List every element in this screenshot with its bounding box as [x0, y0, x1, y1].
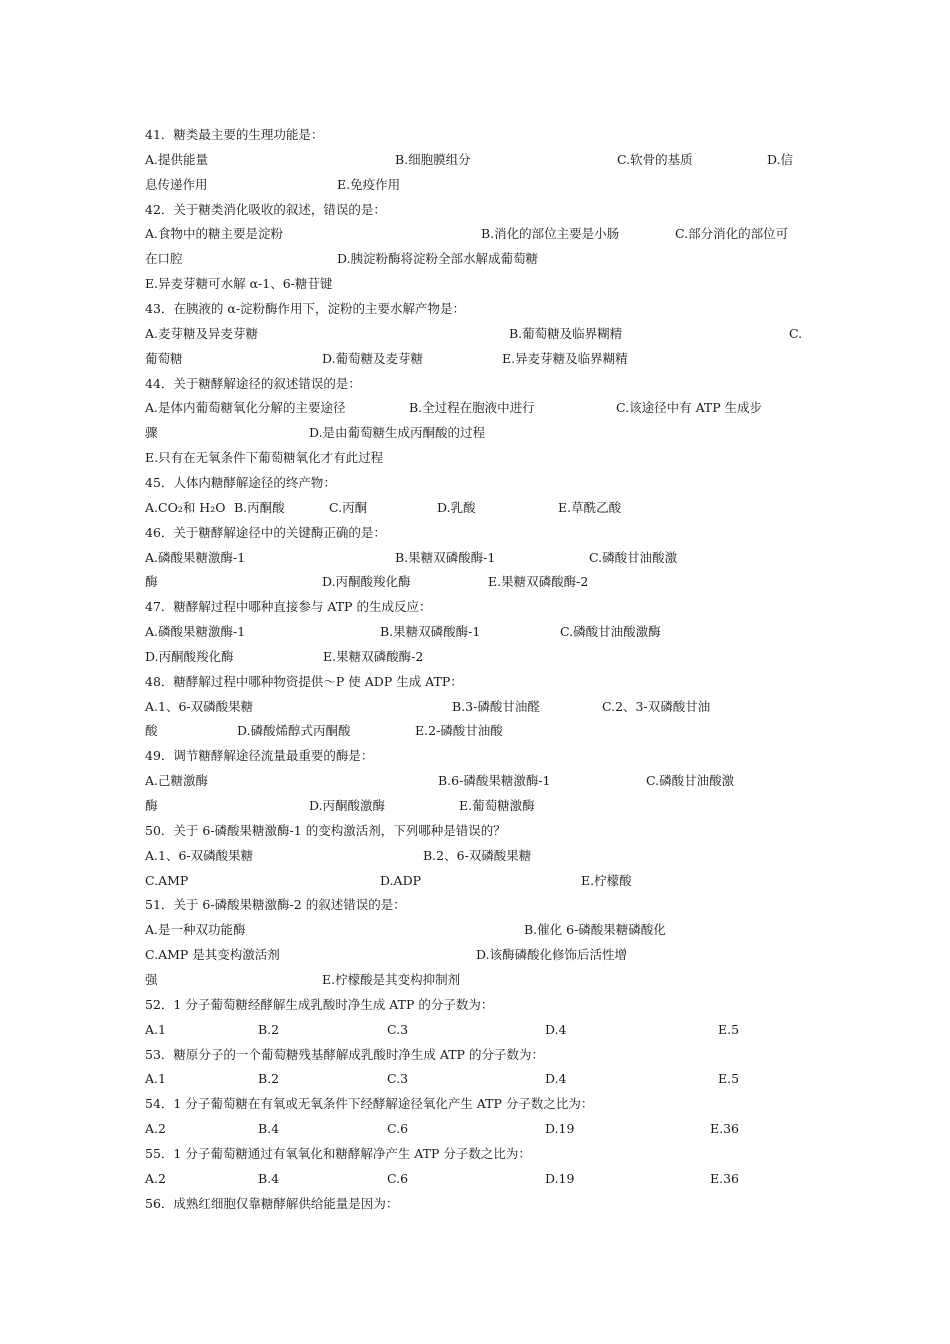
text-line — [0, 843, 950, 868]
text-line — [0, 122, 950, 147]
line-start-text: 43．在胰液的 α-淀粉酶作用下，淀粉的主要水解产物是： — [145, 301, 466, 316]
line-start-text: 56．成熟红细胞仅靠糖酵解供给能量是因为： — [145, 1195, 399, 1211]
option-text: B.4 — [258, 1170, 280, 1186]
text-line — [0, 793, 950, 818]
line-start-text: C.AMP 是其变构激活剂 — [145, 947, 280, 963]
line-start-text: 42．关于糖类消化吸收的叙述，错误的是： — [145, 201, 386, 217]
text-line — [0, 694, 950, 719]
text-line — [0, 942, 950, 967]
option-text: C.软骨的基质 — [617, 151, 693, 167]
line-start-text: A.麦芽糖及异麦芽糖 — [145, 325, 259, 341]
line-start-text: A.提供能量 — [145, 151, 209, 167]
line-start-text: D.丙酮酸羧化酶 — [145, 648, 234, 664]
option-text: E.5 — [718, 1021, 740, 1037]
line-start-text: A.是一种双功能酶 — [145, 922, 246, 938]
option-text: D.丙酮酸羧化酶 — [322, 574, 411, 590]
line-start-text: 强 — [145, 971, 158, 987]
option-text: D.丙酮酸激酶 — [309, 798, 386, 813]
option-text: D.胰淀粉酶将淀粉全部水解成葡萄糖 — [337, 251, 539, 267]
text-line — [0, 594, 950, 619]
option-text: E.5 — [718, 1071, 740, 1087]
option-text: D.葡萄糖及麦芽糖 — [322, 350, 424, 366]
option-text: B.丙酮酸 — [234, 499, 285, 515]
option-text: B.催化 6-磷酸果糖磷酸化 — [524, 922, 666, 938]
option-text: C. — [789, 325, 803, 341]
option-text: B.2 — [258, 1021, 280, 1037]
option-text: B.2、6-双磷酸果糖 — [423, 847, 532, 863]
text-line — [0, 197, 950, 222]
text-line — [0, 768, 950, 793]
option-text: E.草酰乙酸 — [558, 499, 622, 515]
option-text: B.4 — [258, 1121, 280, 1136]
option-text: D.信 — [767, 151, 794, 167]
line-start-text: A.己糖激酶 — [145, 773, 209, 789]
line-start-text: 44．关于糖酵解途径的叙述错误的是： — [145, 375, 361, 391]
option-text: C.部分消化的部位可 — [675, 226, 789, 242]
text-line — [0, 172, 950, 197]
text-line — [0, 967, 950, 992]
option-text: C.磷酸甘油酸激 — [589, 549, 678, 565]
text-line — [0, 868, 950, 893]
line-start-text: 53．糖原分子的一个葡萄糖残基酵解成乳酸时净生成 ATP 的分子数为： — [145, 1046, 544, 1062]
text-line — [0, 1141, 950, 1166]
option-text: D.19 — [545, 1121, 575, 1136]
option-text: E.异麦芽糖及临界糊精 — [502, 350, 628, 366]
text-line — [0, 1116, 950, 1141]
option-text: E.柠檬酸 — [581, 872, 632, 888]
text-line — [0, 818, 950, 843]
line-start-text: 52．1 分子葡萄糖经酵解生成乳酸时净生成 ATP 的分子数为： — [145, 996, 494, 1012]
text-line — [0, 892, 950, 917]
option-text: B.葡萄糖及临界糊精 — [509, 325, 623, 341]
line-start-text: 41．糖类最主要的生理功能是： — [145, 127, 324, 142]
line-start-text: A.CO₂和 H₂O — [145, 499, 226, 515]
option-text: C.6 — [387, 1121, 409, 1136]
line-start-text: 在口腔 — [145, 251, 183, 267]
line-start-text: 47．糖酵解过程中哪种直接参与 ATP 的生成反应： — [145, 599, 432, 615]
line-start-text: 酶 — [145, 798, 158, 813]
option-text: C.磷酸甘油酸激 — [646, 773, 735, 789]
option-text: B.细胞膜组分 — [395, 151, 471, 167]
line-start-text: A.1 — [145, 1071, 166, 1087]
option-text: B.消化的部位主要是小肠 — [481, 226, 620, 242]
text-line — [0, 1091, 950, 1116]
option-text: C.3 — [387, 1071, 409, 1087]
line-start-text: A.1、6-双磷酸果糖 — [145, 698, 254, 714]
text-line — [0, 545, 950, 570]
text-line — [0, 569, 950, 594]
line-start-text: 息传递作用 — [145, 176, 208, 192]
option-text: C.3 — [387, 1021, 409, 1037]
option-text: D.ADP — [380, 872, 422, 888]
line-start-text: A.是体内葡萄糖氧化分解的主要途径 — [145, 400, 346, 416]
option-text: E.2-磷酸甘油酸 — [415, 723, 503, 739]
line-start-text: A.1 — [145, 1021, 166, 1037]
option-text: E.果糖双磷酸酶-2 — [323, 648, 424, 664]
line-start-text: 49．调节糖酵解途径流量最重要的酶是： — [145, 748, 374, 764]
text-line — [0, 1191, 950, 1216]
option-text: D.19 — [545, 1170, 575, 1186]
line-start-text: A.2 — [145, 1121, 166, 1136]
option-text: E.果糖双磷酸酶-2 — [488, 574, 589, 590]
line-start-text: 葡萄糖 — [145, 350, 183, 366]
line-start-text: E.异麦芽糖可水解 α-1、6-糖苷键 — [145, 276, 333, 292]
text-line — [0, 445, 950, 470]
option-text: B.2 — [258, 1071, 280, 1087]
text-line — [0, 271, 950, 296]
text-line — [0, 1042, 950, 1067]
line-start-text: A.磷酸果糖激酶-1 — [145, 549, 246, 565]
text-line — [0, 1017, 950, 1042]
option-text: E.葡萄糖激酶 — [459, 798, 535, 813]
line-start-text: A.食物中的糖主要是淀粉 — [145, 226, 284, 242]
option-text: E.36 — [710, 1170, 740, 1186]
option-text: C.该途径中有 ATP 生成步 — [616, 400, 763, 416]
line-start-text: 48．糖酵解过程中哪种物资提供～P 使 ADP 生成 ATP： — [145, 673, 463, 689]
text-line — [0, 743, 950, 768]
text-line — [0, 321, 950, 346]
text-line — [0, 246, 950, 271]
line-start-text: A.2 — [145, 1170, 166, 1186]
line-start-text: 51．关于 6-磷酸果糖激酶-2 的叙述错误的是： — [145, 897, 406, 913]
line-start-text: 50．关于 6-磷酸果糖激酶-1 的变构激活剂，下列哪种是错误的？ — [145, 822, 506, 838]
option-text: B.3-磷酸甘油醛 — [452, 698, 540, 714]
text-line — [0, 221, 950, 246]
option-text: E.免疫作用 — [337, 176, 401, 192]
text-line — [0, 420, 950, 445]
line-start-text: 酸 — [145, 723, 158, 739]
text-line — [0, 644, 950, 669]
line-start-text: A.磷酸果糖激酶-1 — [145, 624, 246, 639]
text-line — [0, 346, 950, 371]
text-line — [0, 992, 950, 1017]
option-text: B.果糖双磷酸酶-1 — [380, 624, 481, 639]
text-line — [0, 1066, 950, 1091]
text-line — [0, 147, 950, 172]
option-text: E.36 — [710, 1121, 740, 1136]
line-start-text: E.只有在无氧条件下葡萄糖氧化才有此过程 — [145, 450, 384, 466]
text-line — [0, 917, 950, 942]
text-line — [0, 669, 950, 694]
line-start-text: C.AMP — [145, 872, 189, 888]
text-line — [0, 371, 950, 396]
option-text: C.2、3-双磷酸甘油 — [602, 698, 711, 714]
line-start-text: 55．1 分子葡萄糖通过有氧氧化和糖酵解净产生 ATP 分子数之比为： — [145, 1145, 531, 1161]
text-line — [0, 718, 950, 743]
text-line — [0, 296, 950, 321]
option-text: C.磷酸甘油酸激酶 — [560, 624, 661, 639]
option-text: B.果糖双磷酸酶-1 — [395, 549, 496, 565]
line-start-text: 46．关于糖酵解途径中的关键酶正确的是： — [145, 524, 386, 540]
option-text: D.乳酸 — [437, 499, 476, 515]
option-text: C.6 — [387, 1170, 409, 1186]
option-text: B.全过程在胞液中进行 — [409, 400, 535, 416]
option-text: B.6-磷酸果糖激酶-1 — [438, 773, 551, 789]
option-text: D.4 — [545, 1071, 567, 1087]
text-line — [0, 395, 950, 420]
text-line — [0, 470, 950, 495]
option-text: D.该酶磷酸化修饰后活性增 — [476, 947, 628, 963]
text-line — [0, 1166, 950, 1191]
option-text: D.4 — [545, 1021, 567, 1037]
line-start-text: 酶 — [145, 574, 158, 590]
text-line — [0, 619, 950, 644]
text-line — [0, 495, 950, 520]
line-start-text: 54．1 分子葡萄糖在有氧或无氧条件下经酵解途径氧化产生 ATP 分子数之比为： — [145, 1096, 594, 1112]
line-start-text: 骤 — [145, 425, 158, 441]
line-start-text: 45．人体内糖酵解途径的终产物： — [145, 474, 336, 490]
option-text: C.丙酮 — [329, 499, 368, 515]
option-text: D.是由葡萄糖生成丙酮酸的过程 — [309, 425, 486, 441]
option-text: D.磷酸烯醇式丙酮酸 — [237, 723, 351, 739]
option-text: E.柠檬酸是其变构抑制剂 — [322, 971, 461, 987]
text-line — [0, 520, 950, 545]
line-start-text: A.1、6-双磷酸果糖 — [145, 847, 254, 863]
